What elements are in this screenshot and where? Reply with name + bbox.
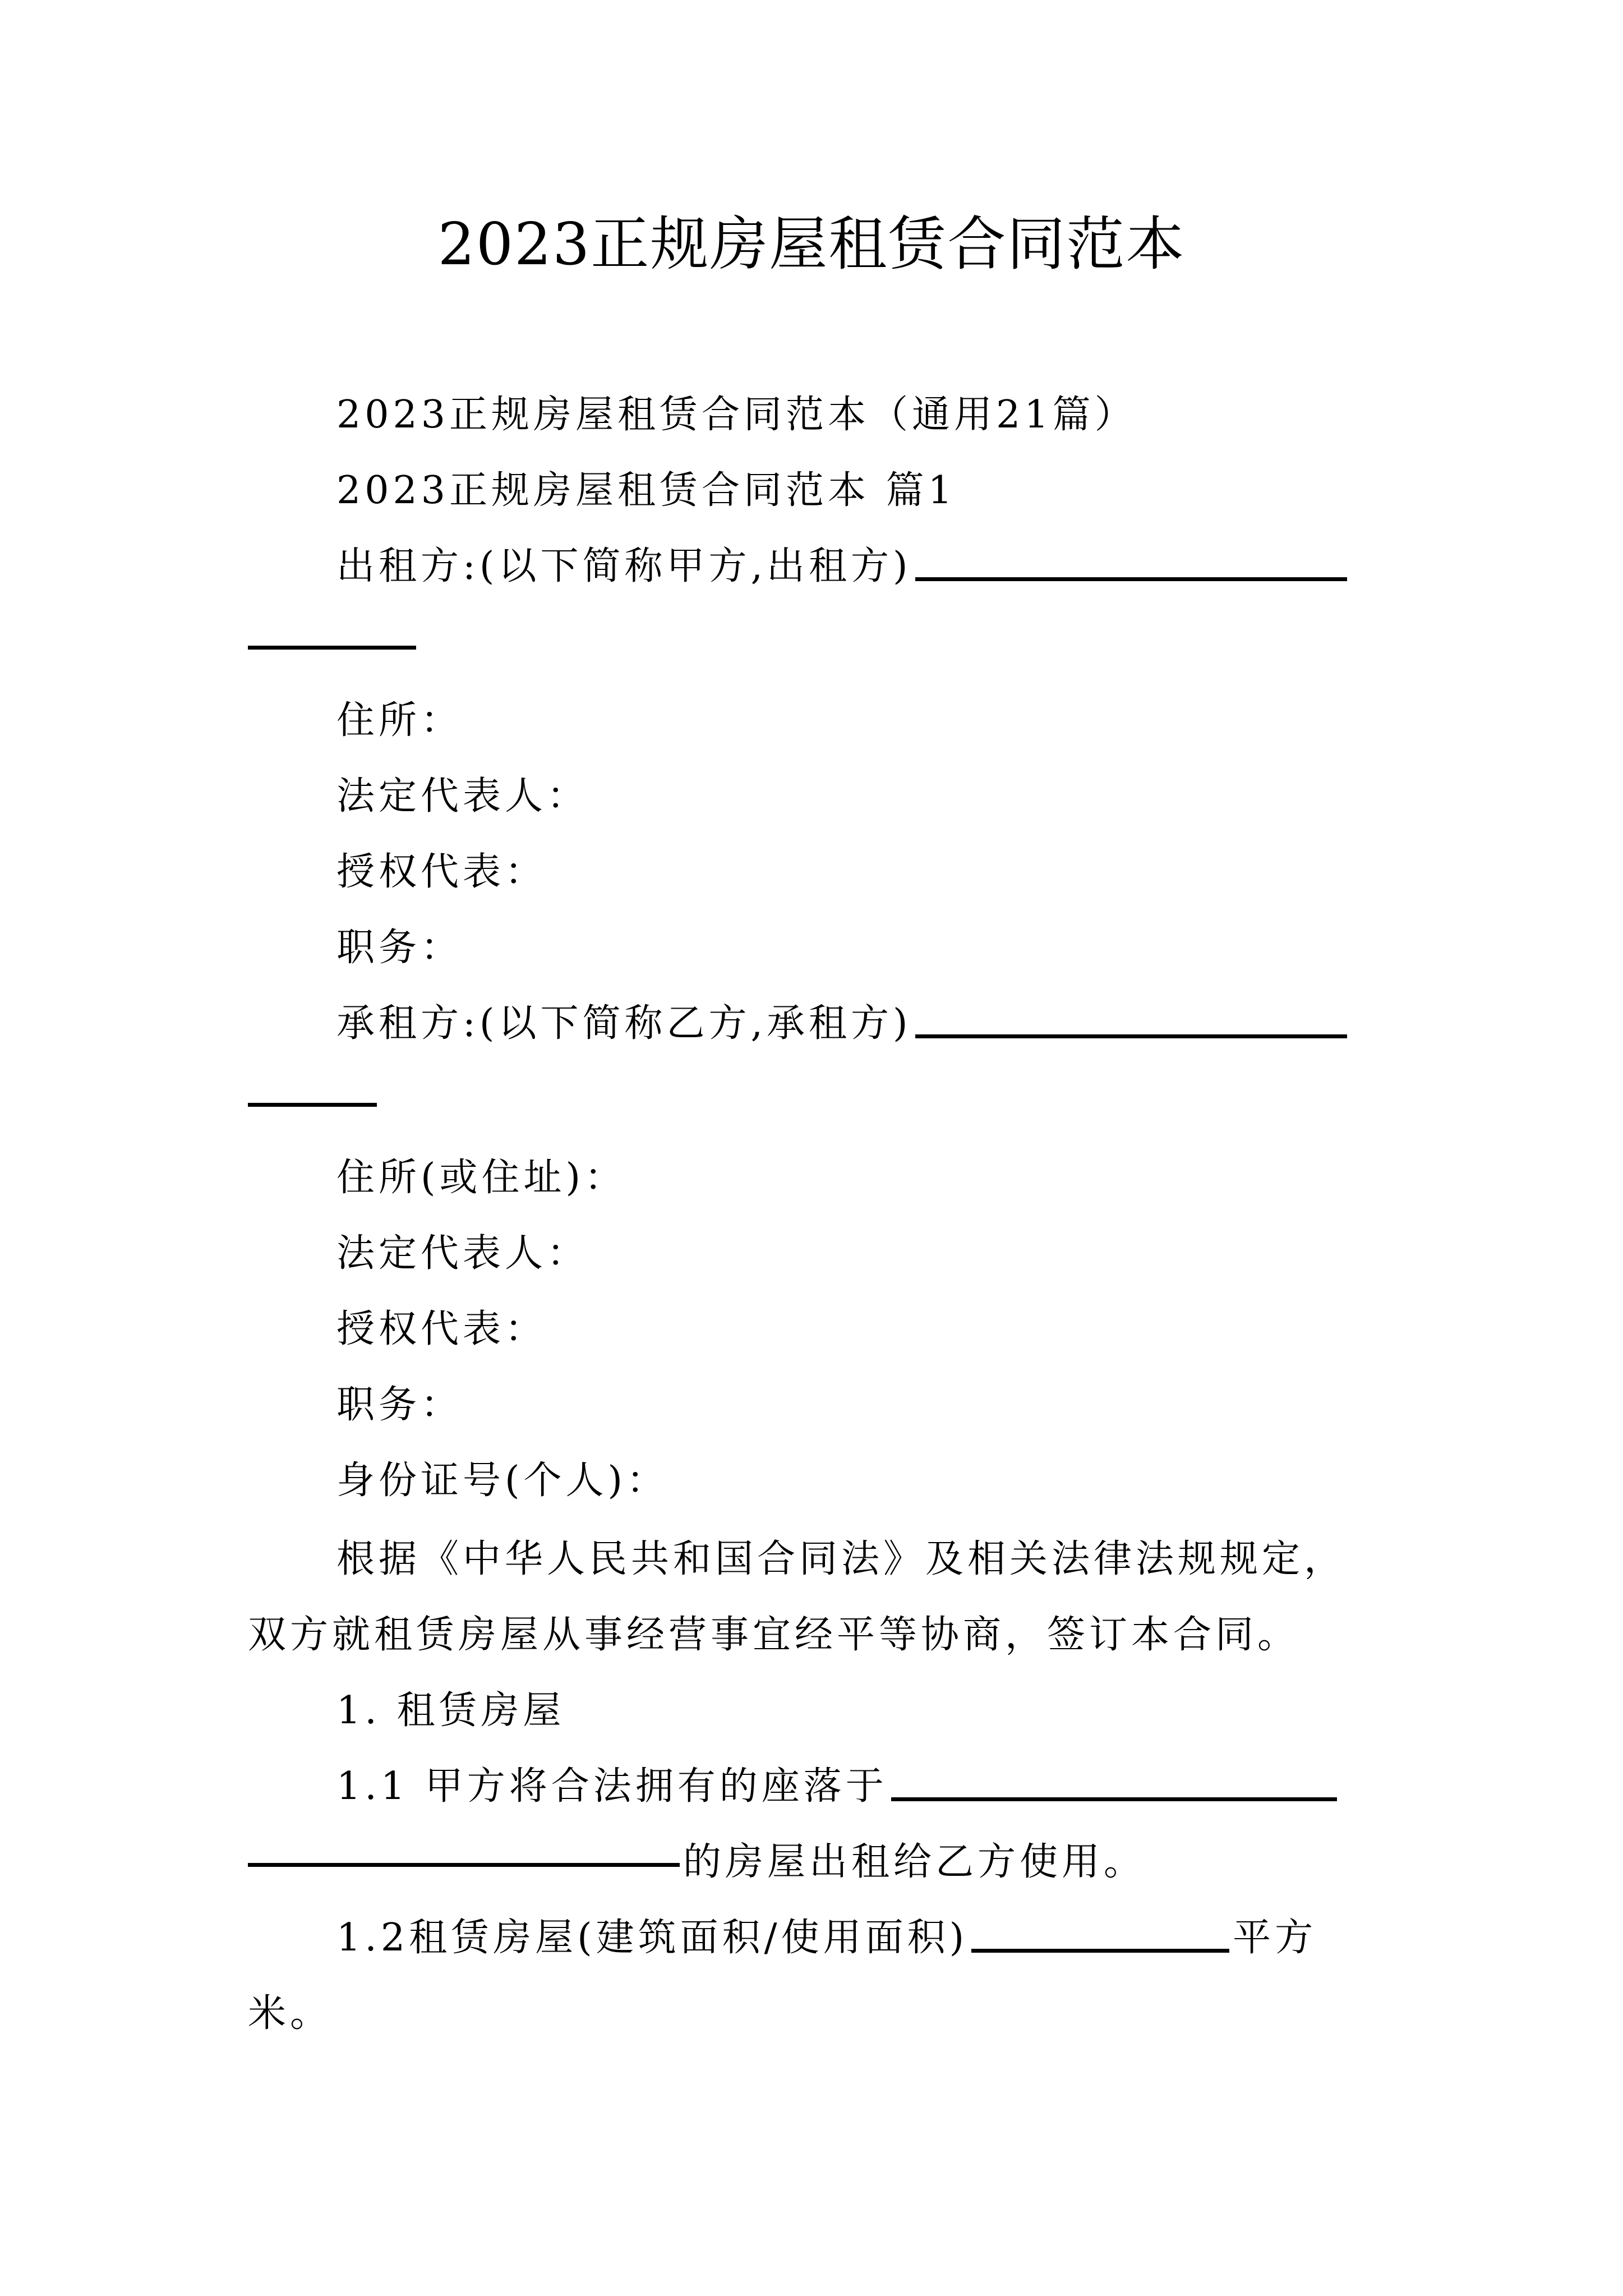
lessee-name-blank-continued: [248, 1103, 377, 1107]
lessee-position: 职务：: [336, 1383, 463, 1427]
clause-1-1-location-blank: [891, 1797, 1337, 1801]
lessee-authorized-representative: 授权代表：: [336, 1307, 547, 1351]
lessee-legal-representative: 法定代表人：: [336, 1231, 589, 1276]
clause-1-1-line-continued: [248, 1834, 1146, 1890]
lessor-line: [336, 539, 1350, 595]
document-subtitle: 2023正规房屋租赁合同范本（通用21篇）: [336, 393, 1137, 437]
lessor-label: 出租方:(以下简称甲方,出租方): [336, 544, 912, 588]
lessor-name-blank: [915, 577, 1347, 581]
lessor-line-continued: [248, 617, 419, 673]
clause-1-1-line: [336, 1759, 1340, 1815]
lessee-line-continued: [248, 1074, 380, 1130]
document-title: 2023正规房屋租赁合同范本: [437, 210, 1186, 278]
lessee-name-blank: [915, 1034, 1347, 1038]
lessor-authorized-representative: 授权代表：: [336, 850, 547, 894]
clause-1-2-line: [336, 1910, 1317, 1966]
clause-1-1-text-end: 的房屋出租给乙方使用。: [683, 1840, 1146, 1884]
lessor-name-blank-continued: [248, 646, 416, 650]
clause-1-2-area-blank: [971, 1949, 1229, 1953]
lessee-address: 住所(或住址)：: [336, 1156, 627, 1200]
preamble-line-2: 双方就租赁房屋从事经营事宜经平等协商，签订本合同。: [248, 1613, 1300, 1657]
lessor-address: 住所：: [336, 698, 463, 743]
article-heading: 2023正规房屋租赁合同范本 篇1: [336, 468, 956, 513]
clause-1-1-text: 1.1 甲方将合法拥有的座落于: [336, 1764, 888, 1809]
lessor-legal-representative: 法定代表人：: [336, 774, 589, 818]
lessor-position: 职务：: [336, 926, 463, 970]
section-1-heading: 1. 租赁房屋: [336, 1688, 565, 1733]
clause-1-2-text: 1.2租赁房屋(建筑面积/使用面积): [336, 1916, 969, 1960]
lessee-label: 承租方:(以下简称乙方,承租方): [336, 1001, 912, 1046]
lessee-line: [336, 996, 1350, 1052]
preamble-line-1: 根据《中华人民共和国合同法》及相关法律法规规定，: [336, 1537, 1347, 1581]
lessee-id-number: 身份证号(个人)：: [336, 1458, 669, 1503]
clause-1-1-location-blank-continued: [248, 1863, 680, 1867]
clause-1-2-unit: 平方: [1233, 1916, 1317, 1960]
clause-1-2-line-continued: 米。: [248, 1991, 333, 2036]
